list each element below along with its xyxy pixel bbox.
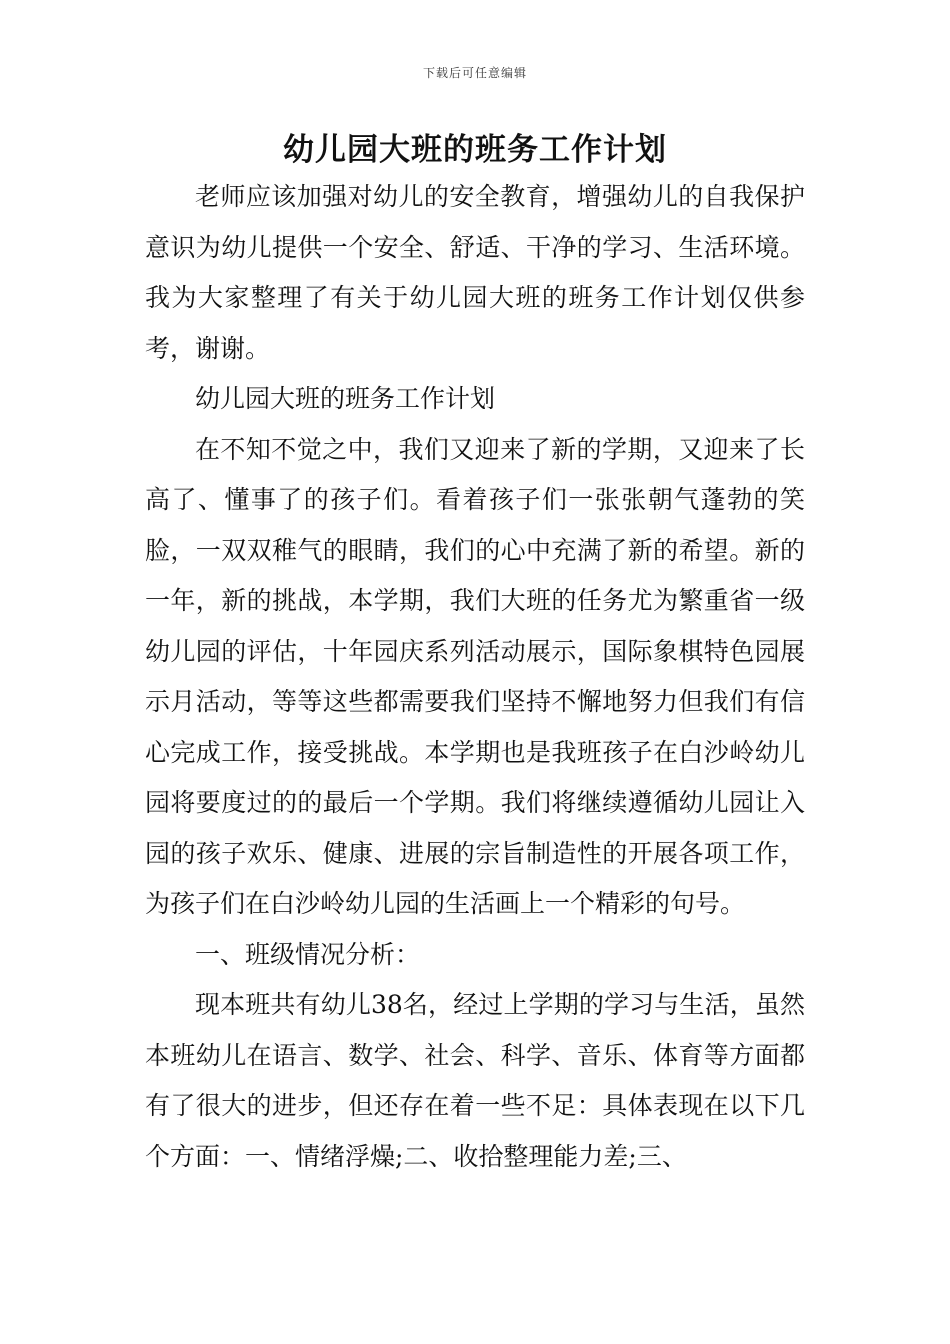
page-header: 下载后可任意编辑: [422, 66, 527, 80]
body-paragraph: 在不知不觉之中，我们又迎来了新的学期，又迎来了长高了、懂事了的孩子们。看着孩子们一张张朝气蓬勃的笑脸，一双双稚气的眼睛，我们的心中充满了新的希望。新的一年，新的挑战，本学期，我们大班的任务尤为繁重省一级幼儿园的评估，十年园庆系列活动展示，国际象棋特色园展示月活动，等等这些都需要我们坚持不懈地努力但我们有信心完成工作，接受挑战。本学期也是我班孩子在白沙岭幼儿园将要度过的的最后一个学期。我们将继续遵循幼儿园让入园的孩子欢乐、健康、进展的宗旨制造性的开展各项工作，为孩子们在白沙岭幼儿园的生活画上一个精彩的句号。: [145, 434, 805, 918]
document-body: [145, 172, 805, 1182]
section-heading-class-analysis: 一、班级情况分析：: [195, 939, 421, 969]
body-paragraph: 现本班共有幼儿38名，经过上学期的学习与生活，虽然本班幼儿在语言、数学、社会、科学、音乐、体育等方面都有了很大的进步，但还存在着一些不足：具体表现在以下几个方面：一、情绪浮燥;二、收拾整理能力差;三、: [145, 990, 805, 1171]
intro-paragraph: 老师应该加强对幼儿的安全教育，增强幼儿的自我保护意识为幼儿提供一个安全、舒适、干净的学习、生活环境。我为大家整理了有关于幼儿园大班的班务工作计划仅供参考，谢谢。: [145, 182, 805, 363]
section-heading: 幼儿园大班的班务工作计划: [195, 384, 496, 413]
document-title: 幼儿园大班的班务工作计划: [283, 132, 667, 168]
